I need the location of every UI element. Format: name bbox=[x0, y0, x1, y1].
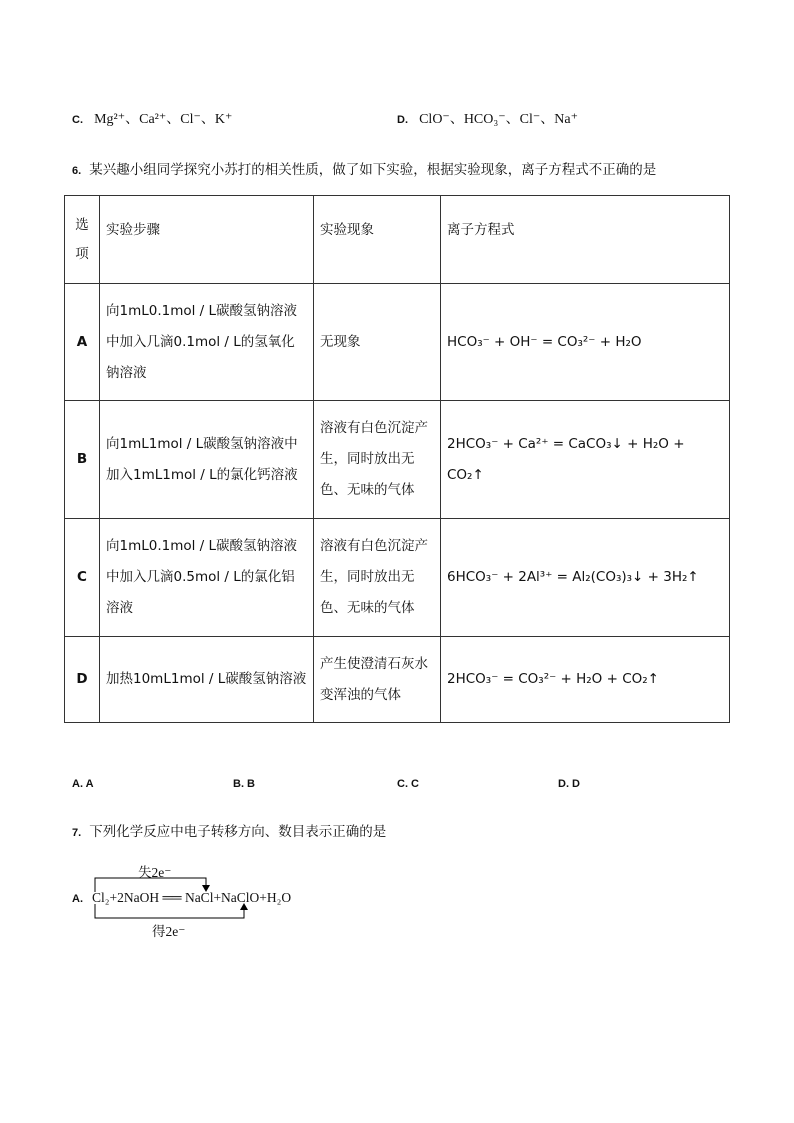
row-key: C bbox=[65, 519, 100, 637]
experiment-table bbox=[64, 195, 730, 723]
answer-option-a: A. A bbox=[72, 778, 94, 790]
q7-option-a bbox=[72, 856, 392, 946]
table-header-row bbox=[65, 196, 730, 284]
row-key: B bbox=[65, 401, 100, 519]
row-step: 向1mL0.1mol / L碳酸氢钠溶液中加入几滴0.5mol / L的氯化铝溶液 bbox=[100, 519, 314, 637]
row-step: 向1mL1mol / L碳酸氢钠溶液中加入1mL1mol / L的氯化钙溶液 bbox=[100, 401, 314, 519]
answer-option-c: C. C bbox=[397, 778, 419, 790]
answer-option-d: D. D bbox=[558, 778, 580, 790]
header-equation: 离子方程式 bbox=[441, 196, 730, 284]
top-arrow-text: 失2e⁻ bbox=[138, 865, 172, 880]
reaction-equation: Cl₂+2NaOH ══ NaCl+NaClO+H₂O bbox=[92, 890, 292, 905]
option-formula: Mg²⁺、Ca²⁺、Cl⁻、K⁺ bbox=[94, 112, 233, 127]
row-phenomenon: 溶液有白色沉淀产生，同时放出无色、无味的气体 bbox=[314, 401, 441, 519]
row-equation: 2HCO₃⁻ + Ca²⁺ = CaCO₃↓ + H₂O + CO₂↑ bbox=[441, 401, 730, 519]
row-equation: HCO₃⁻ + OH⁻ = CO₃²⁻ + H₂O bbox=[441, 284, 730, 401]
q5-option-c bbox=[72, 108, 232, 128]
question-text: 某兴趣小组同学探究小苏打的相关性质，做了如下实验，根据实验现象，离子方程式不正确的是 bbox=[89, 162, 657, 178]
option-formula: ClO⁻、HCO₃⁻、Cl⁻、Na⁺ bbox=[419, 112, 578, 127]
option-label: C. bbox=[72, 114, 83, 126]
row-key: D bbox=[65, 637, 100, 723]
header-phenomenon: 实验现象 bbox=[314, 196, 441, 284]
question-number: 7. bbox=[72, 827, 82, 839]
table-row bbox=[65, 284, 730, 401]
table-row bbox=[65, 637, 730, 723]
row-step: 向1mL0.1mol / L碳酸氢钠溶液中加入几滴0.1mol / L的氢氧化钠溶液 bbox=[100, 284, 314, 401]
row-step: 加热10mL1mol / L碳酸氢钠溶液 bbox=[100, 637, 314, 723]
row-phenomenon: 溶液有白色沉淀产生，同时放出无色、无味的气体 bbox=[314, 519, 441, 637]
q6-stem bbox=[72, 158, 656, 178]
row-equation: 6HCO₃⁻ + 2Al³⁺ = Al₂(CO₃)₃↓ + 3H₂↑ bbox=[441, 519, 730, 637]
option-label: D. bbox=[397, 114, 408, 126]
q5-option-d bbox=[397, 108, 578, 128]
table-row bbox=[65, 519, 730, 637]
header-step: 实验步骤 bbox=[100, 196, 314, 284]
option-label: A. bbox=[72, 893, 83, 905]
row-phenomenon: 无现象 bbox=[314, 284, 441, 401]
question-number: 6. bbox=[72, 165, 82, 177]
question-text: 下列化学反应中电子转移方向、数目表示正确的是 bbox=[89, 824, 387, 840]
bottom-arrow-text: 得2e⁻ bbox=[152, 924, 186, 939]
answer-option-b: B. B bbox=[233, 778, 255, 790]
row-equation: 2HCO₃⁻ = CO₃²⁻ + H₂O + CO₂↑ bbox=[441, 637, 730, 723]
row-key: A bbox=[65, 284, 100, 401]
header-option: 选项 bbox=[65, 196, 100, 284]
q7-stem bbox=[72, 820, 386, 840]
table-row bbox=[65, 401, 730, 519]
row-phenomenon: 产生使澄清石灰水变浑浊的气体 bbox=[314, 637, 441, 723]
